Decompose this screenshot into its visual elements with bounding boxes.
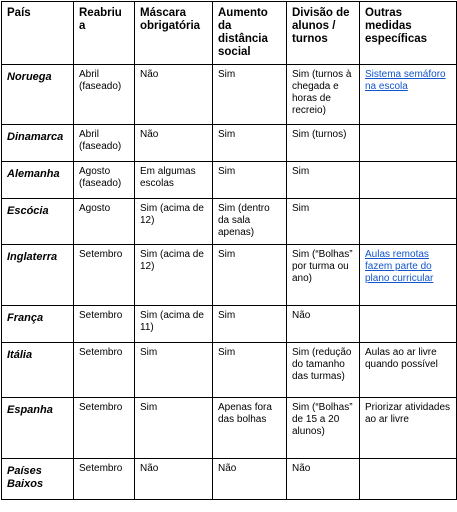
cell-mask: Sim (acima de 12) <box>135 245 213 306</box>
cell-country: Dinamarca <box>2 125 74 162</box>
cell-division: Não <box>287 306 360 343</box>
cell-distance: Sim (dentro da sala apenas) <box>213 199 287 245</box>
cell-division: Sim (turnos à chegada e horas de recreio) <box>287 65 360 125</box>
cell-country: Itália <box>2 343 74 398</box>
cell-division: Sim (redução do tamanho das turmas) <box>287 343 360 398</box>
table-row <box>2 306 457 343</box>
cell-other <box>360 245 457 306</box>
cell-mask: Sim (acima de 11) <box>135 306 213 343</box>
cell-country: Inglaterra <box>2 245 74 306</box>
table-row <box>2 162 457 199</box>
cell-other <box>360 199 457 245</box>
cell-other <box>360 162 457 199</box>
cell-mask: Em algumas escolas <box>135 162 213 199</box>
cell-country: Espanha <box>2 398 74 459</box>
table-row <box>2 125 457 162</box>
cell-distance: Sim <box>213 306 287 343</box>
cell-distance: Sim <box>213 65 287 125</box>
header-country: País <box>2 2 74 65</box>
cell-mask: Sim (acima de 12) <box>135 199 213 245</box>
cell-other: Aulas ao ar livre quando possível <box>360 343 457 398</box>
cell-reopened: Setembro <box>74 398 135 459</box>
school-measures-table <box>1 1 457 500</box>
cell-other <box>360 306 457 343</box>
cell-reopened: Setembro <box>74 343 135 398</box>
cell-reopened: Setembro <box>74 306 135 343</box>
table-row <box>2 398 457 459</box>
header-mask: Máscara obrigatória <box>135 2 213 65</box>
cell-mask: Sim <box>135 398 213 459</box>
cell-reopened: Agosto <box>74 199 135 245</box>
cell-other <box>360 125 457 162</box>
header-division: Divisão de alunos / turnos <box>287 2 360 65</box>
cell-other <box>360 459 457 500</box>
header-row <box>2 2 457 65</box>
cell-distance: Sim <box>213 125 287 162</box>
cell-division: Sim (“Bolhas” por turma ou ano) <box>287 245 360 306</box>
cell-distance: Sim <box>213 162 287 199</box>
cell-division: Sim <box>287 162 360 199</box>
header-reopened: Reabriu a <box>74 2 135 65</box>
cell-division: Sim <box>287 199 360 245</box>
cell-mask: Não <box>135 65 213 125</box>
cell-country: Escócia <box>2 199 74 245</box>
cell-mask: Sim <box>135 343 213 398</box>
cell-division: Sim (turnos) <box>287 125 360 162</box>
cell-country: Alemanha <box>2 162 74 199</box>
cell-country: Noruega <box>2 65 74 125</box>
cell-mask: Não <box>135 125 213 162</box>
cell-reopened: Abril (faseado) <box>74 125 135 162</box>
cell-other <box>360 65 457 125</box>
table-row <box>2 245 457 306</box>
table-row <box>2 199 457 245</box>
cell-distance: Sim <box>213 343 287 398</box>
cell-country: Países Baixos <box>2 459 74 500</box>
cell-distance: Apenas fora das bolhas <box>213 398 287 459</box>
measure-link[interactable]: Aulas remotas fazem parte do plano curricular <box>365 249 434 284</box>
cell-country: França <box>2 306 74 343</box>
table-row <box>2 343 457 398</box>
cell-reopened: Agosto (faseado) <box>74 162 135 199</box>
cell-reopened: Setembro <box>74 245 135 306</box>
header-distance: Aumento da distância social <box>213 2 287 65</box>
cell-division: Sim (“Bolhas” de 15 a 20 alunos) <box>287 398 360 459</box>
cell-distance: Sim <box>213 245 287 306</box>
table-row <box>2 65 457 125</box>
cell-other: Priorizar atividades ao ar livre <box>360 398 457 459</box>
table-row <box>2 459 457 500</box>
header-other: Outras medidas específicas <box>360 2 457 65</box>
cell-reopened: Abril (faseado) <box>74 65 135 125</box>
cell-reopened: Setembro <box>74 459 135 500</box>
cell-distance: Não <box>213 459 287 500</box>
cell-division: Não <box>287 459 360 500</box>
measure-link[interactable]: Sistema semáforo na escola <box>365 69 446 92</box>
cell-mask: Não <box>135 459 213 500</box>
